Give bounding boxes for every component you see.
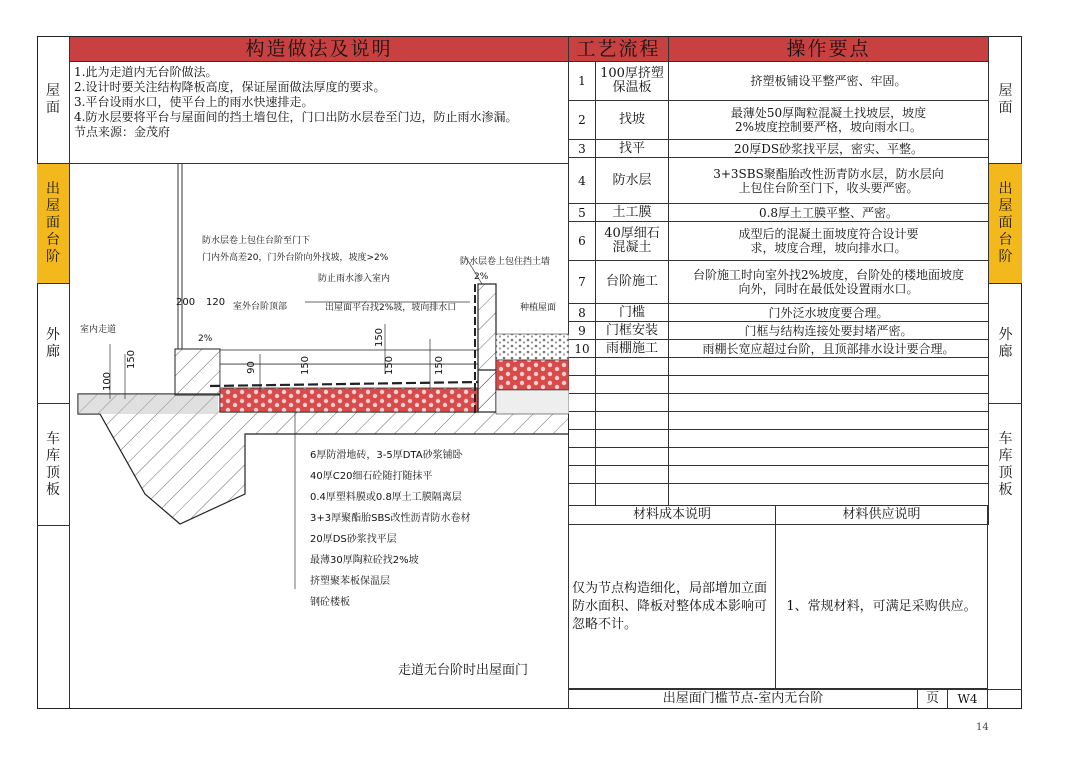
retaining-wall — [478, 284, 496, 412]
step-point-3: 20厚DS砂浆找平层，密实、平整。 — [669, 140, 988, 158]
slab-body — [78, 394, 218, 414]
layer-2: 40厚C20细石砼随打随抹平 — [310, 471, 433, 482]
left-side-bottom — [37, 525, 70, 709]
empty-row — [569, 448, 596, 466]
dim-150e: 150 — [434, 355, 446, 376]
cost-text: 仅为节点构造细化，局部增加立面防水面积、降板对整体成本影响可忽略不计。 — [569, 525, 776, 689]
dim-120: 120 — [206, 297, 226, 308]
step-name-4: 防水层 — [596, 158, 669, 204]
step-point-7: 台阶施工时向室外找2%坡度，台阶处的楼地面坡度向外，同时在最低处设置雨水口。 — [669, 261, 988, 304]
layer-6: 最薄30厚陶粒砼找2%坡 — [310, 555, 419, 566]
step-name-3: 找平 — [596, 140, 669, 158]
dim-150d: 150 — [384, 355, 396, 376]
side-right-roof-step[interactable]: 出屋面台阶 — [989, 164, 1022, 284]
step-point-9: 门框与结构连接处要封堵严密。 — [669, 322, 988, 340]
side-left-corridor[interactable]: 外廊 — [37, 284, 69, 404]
empty-row — [569, 394, 596, 412]
planted-drain — [496, 360, 569, 390]
section-drawing — [70, 164, 569, 709]
step-no-8: 8 — [569, 304, 596, 322]
step-name-7: 台阶施工 — [596, 261, 669, 304]
side-right-corridor[interactable]: 外廊 — [989, 284, 1022, 404]
empty-row — [569, 358, 596, 376]
step-no-5: 5 — [569, 204, 596, 222]
footer-top-line — [569, 689, 1022, 690]
empty-row — [569, 484, 596, 506]
step-name-1: 100厚挤塑保温板 — [596, 62, 669, 101]
footer-title: 出屋面门槛节点-室内无台阶 — [569, 689, 918, 709]
layer-8: 钢砼楼板 — [310, 597, 350, 608]
side-left-roof[interactable]: 屋面 — [37, 36, 69, 164]
note-4: 4.防水层要将平台与屋面间的挡土墙包住，门口出防水层卷至门边，防止雨水渗漏。 — [74, 110, 518, 124]
note-3: 3.平台设雨水口，使平台上的雨水快速排走。 — [74, 95, 314, 109]
page-number: 14 — [976, 722, 989, 733]
note-1: 1.此为走道内无台阶做法。 — [74, 65, 218, 79]
side-right-roof[interactable]: 屋面 — [989, 36, 1022, 164]
layer-7: 挤塑聚苯板保温层 — [310, 576, 390, 587]
layer-5: 20厚DS砂浆找平层 — [310, 534, 397, 545]
ann-platform-slope: 出屋面平台找2%坡，坡向排水口 — [325, 303, 457, 313]
step-point-4: 3+3SBS聚酯胎改性沥青防水层，防水层向上包住台阶至门下，收头要严密。 — [669, 158, 988, 204]
drawing-caption: 走道无台阶时出屋面门 — [398, 663, 529, 678]
dim-150b: 150 — [300, 355, 312, 376]
layer-3: 0.4厚塑料膜或0.8厚土工膜隔离层 — [310, 492, 462, 503]
process-table — [569, 62, 988, 506]
empty-row — [596, 448, 669, 466]
step-no-10: 10 — [569, 340, 596, 358]
step-block — [175, 349, 220, 395]
layer-4: 3+3厚聚酯胎SBS改性沥青防水卷材 — [310, 513, 471, 524]
step-no-7: 7 — [569, 261, 596, 304]
ann-step-top: 室外台阶顶部 — [233, 302, 288, 312]
ann-wrap-wall: 防水层卷上包住挡土墙 — [460, 257, 551, 267]
cost-supply-section — [569, 506, 1022, 689]
step-point-5: 0.8厚土工膜平整、严密。 — [669, 204, 988, 222]
empty-row — [669, 466, 988, 484]
dim-200: 200 — [176, 297, 196, 308]
step-point-10: 雨棚长宽应超过台阶，且顶部排水设计要合理。 — [669, 340, 988, 358]
detail-drawing-area — [70, 164, 569, 709]
key-points-header: 操作要点 — [669, 37, 988, 62]
step-point-8: 门外泛水坡度要合理。 — [669, 304, 988, 322]
ann-indoor-corridor: 室内走道 — [80, 325, 117, 335]
construction-header: 构造做法及说明 — [70, 37, 569, 62]
step-point-6: 成型后的混凝土面坡度符合设计要求，坡度合理，坡向排水口。 — [669, 222, 988, 261]
side-right-garage-roof[interactable]: 车库顶板 — [998, 430, 1013, 498]
planted-base — [496, 390, 569, 414]
step-no-6: 6 — [569, 222, 596, 261]
supply-text: 1、常规材料，可满足采购供应。 — [776, 525, 988, 689]
step-no-2: 2 — [569, 101, 596, 140]
empty-row — [569, 466, 596, 484]
empty-row — [569, 412, 596, 430]
left-side-tabs — [37, 36, 70, 525]
step-name-8: 门槛 — [596, 304, 669, 322]
empty-row — [596, 466, 669, 484]
step-no-4: 4 — [569, 158, 596, 204]
step-name-5: 土工膜 — [596, 204, 669, 222]
step-name-6: 40厚细石混凝土 — [596, 222, 669, 261]
empty-row — [596, 394, 669, 412]
process-header: 工艺流程 — [569, 37, 669, 62]
right-side-tabs — [988, 36, 1022, 525]
step-no-3: 3 — [569, 140, 596, 158]
empty-row — [596, 484, 669, 506]
dim-100: 100 — [102, 371, 114, 392]
empty-row — [669, 376, 988, 394]
planted-soil — [496, 334, 569, 360]
layer-legend — [310, 449, 470, 609]
footer-page-label: 页 — [918, 689, 948, 709]
ann-height-diff: 门内外高差20，门外台阶向外找坡，坡度>2% — [202, 253, 389, 263]
supply-title: 材料供应说明 — [776, 506, 988, 525]
empty-row — [569, 376, 596, 394]
ann-slope-left: 2% — [198, 334, 213, 344]
note-source: 节点来源：金茂府 — [74, 125, 171, 139]
empty-row — [669, 430, 988, 448]
ann-prevent-water: 防止雨水渗入室内 — [318, 274, 391, 284]
empty-row — [669, 412, 988, 430]
empty-row — [569, 430, 596, 448]
empty-row — [669, 358, 988, 376]
note-2: 2.设计时要关注结构降板高度，保证屋面做法厚度的要求。 — [74, 80, 386, 94]
dim-90: 90 — [245, 361, 257, 374]
side-left-garage-roof[interactable]: 车库顶板 — [46, 430, 60, 498]
insulation-layer — [220, 388, 478, 412]
step-no-9: 9 — [569, 322, 596, 340]
construction-notes — [70, 62, 569, 164]
footer-page-code: W4 — [948, 689, 988, 709]
empty-row — [669, 394, 988, 412]
side-left-roof-step[interactable]: 出屋面台阶 — [37, 164, 69, 284]
step-point-2: 最薄处50厚陶粒混凝土找坡层，坡度2%坡度控制要严格，坡向雨水口。 — [669, 101, 988, 140]
dim-150c: 150 — [374, 327, 386, 348]
step-name-9: 门框安装 — [596, 322, 669, 340]
step-no-1: 1 — [569, 62, 596, 101]
empty-row — [596, 358, 669, 376]
empty-row — [596, 412, 669, 430]
step-name-10: 雨棚施工 — [596, 340, 669, 358]
ann-slope-small: 2% — [474, 272, 489, 282]
cost-title: 材料成本说明 — [569, 506, 776, 525]
layer-1: 6厚防滑地砖，3-5厚DTA砂浆铺卧 — [310, 450, 463, 461]
dim-150a: 150 — [126, 349, 138, 370]
step-name-2: 找坡 — [596, 101, 669, 140]
empty-row — [669, 448, 988, 466]
step-point-1: 挤塑板铺设平整严密、牢固。 — [669, 62, 988, 101]
empty-row — [596, 376, 669, 394]
empty-row — [596, 430, 669, 448]
empty-row — [669, 484, 988, 506]
ann-planted-roof: 种植屋面 — [520, 303, 557, 313]
ann-wrap-to-door: 防水层卷上包住台阶至门下 — [202, 236, 311, 246]
